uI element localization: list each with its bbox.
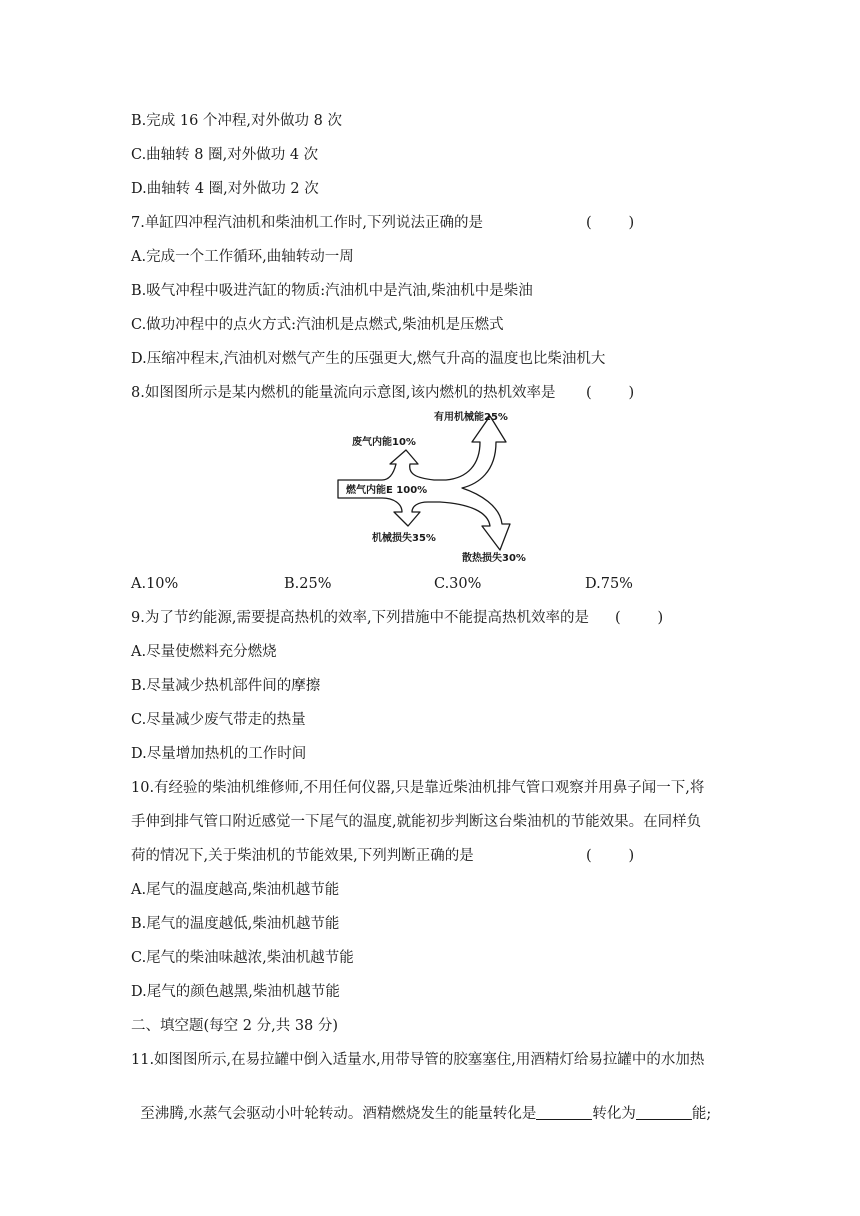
q9-answer-bracket: ( ) — [615, 610, 664, 626]
energy-flow-diagram — [330, 400, 560, 570]
q6-option-c: C.曲轴转 8 圈,对外做功 4 次 — [131, 147, 319, 163]
q10-option-a: A.尾气的温度越高,柴油机越节能 — [131, 882, 340, 898]
diagram-label-heat-loss: 散热损失30% — [462, 553, 526, 564]
q11-text-a: 至沸腾,水蒸气会驱动小叶轮转动。酒精燃烧发生的能量转化是 — [140, 1106, 537, 1122]
q11-stem-line-2 — [131, 1084, 711, 1124]
q9-option-a: A.尽量使燃料充分燃烧 — [131, 644, 277, 660]
q9-stem: 9.为了节约能源,需要提高热机的效率,下列措施中不能提高热机效率的是 — [131, 610, 590, 626]
q8-option-b: B.25% — [284, 576, 332, 592]
q7-answer-bracket: ( ) — [586, 215, 635, 231]
q10-option-c: C.尾气的柴油味越浓,柴油机越节能 — [131, 950, 354, 966]
q8-option-d: D.75% — [585, 576, 633, 592]
q9-option-d: D.尽量增加热机的工作时间 — [131, 746, 307, 762]
diagram-label-input: 燃气内能E 100% — [346, 485, 428, 496]
q6-option-d: D.曲轴转 4 圈,对外做功 2 次 — [131, 181, 319, 197]
q6-option-b: B.完成 16 个冲程,对外做功 8 次 — [131, 113, 342, 129]
q8-answer-bracket: ( ) — [586, 385, 635, 401]
q10-stem-line-2: 手伸到排气管口附近感觉一下尾气的温度,就能初步判断这台柴油机的节能效果。在同样负 — [131, 814, 702, 830]
q7-option-c: C.做功冲程中的点火方式:汽油机是点燃式,柴油机是压燃式 — [131, 317, 504, 333]
diagram-label-exhaust: 废气内能10% — [352, 437, 416, 448]
q10-stem-line-1: 10.有经验的柴油机维修师,不用任何仪器,只是靠近柴油机排气管口观察并用鼻子闻一下,将 — [131, 780, 705, 796]
q7-stem: 7.单缸四冲程汽油机和柴油机工作时,下列说法正确的是 — [131, 215, 483, 231]
q11-text-c: 能; — [691, 1106, 712, 1122]
q8-option-a: A.10% — [131, 576, 179, 592]
q10-option-d: D.尾气的颜色越黑,柴油机越节能 — [131, 984, 340, 1000]
q8-option-c: C.30% — [434, 576, 482, 592]
q8-stem: 8.如图图所示是某内燃机的能量流向示意图,该内燃机的热机效率是 — [131, 385, 556, 401]
q10-stem-line-3: 荷的情况下,关于柴油机的节能效果,下列判断正确的是 — [131, 848, 474, 864]
diagram-label-mech-loss: 机械损失35% — [372, 533, 436, 544]
q7-option-a: A.完成一个工作循环,曲轴转动一周 — [131, 249, 354, 265]
q9-option-c: C.尽量减少废气带走的热量 — [131, 712, 306, 728]
q9-option-b: B.尽量减少热机部件间的摩擦 — [131, 678, 321, 694]
q11-stem-line-1: 11.如图图所示,在易拉罐中倒入适量水,用带导管的胶塞塞住,用酒精灯给易拉罐中的水加热 — [131, 1052, 705, 1068]
section-heading-fill-in: 二、填空题(每空 2 分,共 38 分) — [131, 1018, 339, 1034]
q11-blank-2[interactable] — [636, 1105, 692, 1120]
q11-blank-1[interactable] — [536, 1105, 592, 1120]
q7-option-b: B.吸气冲程中吸进汽缸的物质:汽油机中是汽油,柴油机中是柴油 — [131, 283, 533, 299]
q10-option-b: B.尾气的温度越低,柴油机越节能 — [131, 916, 340, 932]
q10-answer-bracket: ( ) — [586, 848, 635, 864]
diagram-label-useful: 有用机械能25% — [434, 412, 508, 423]
q11-text-b: 转化为 — [592, 1106, 636, 1122]
q7-option-d: D.压缩冲程末,汽油机对燃气产生的压强更大,燃气升高的温度也比柴油机大 — [131, 351, 606, 367]
